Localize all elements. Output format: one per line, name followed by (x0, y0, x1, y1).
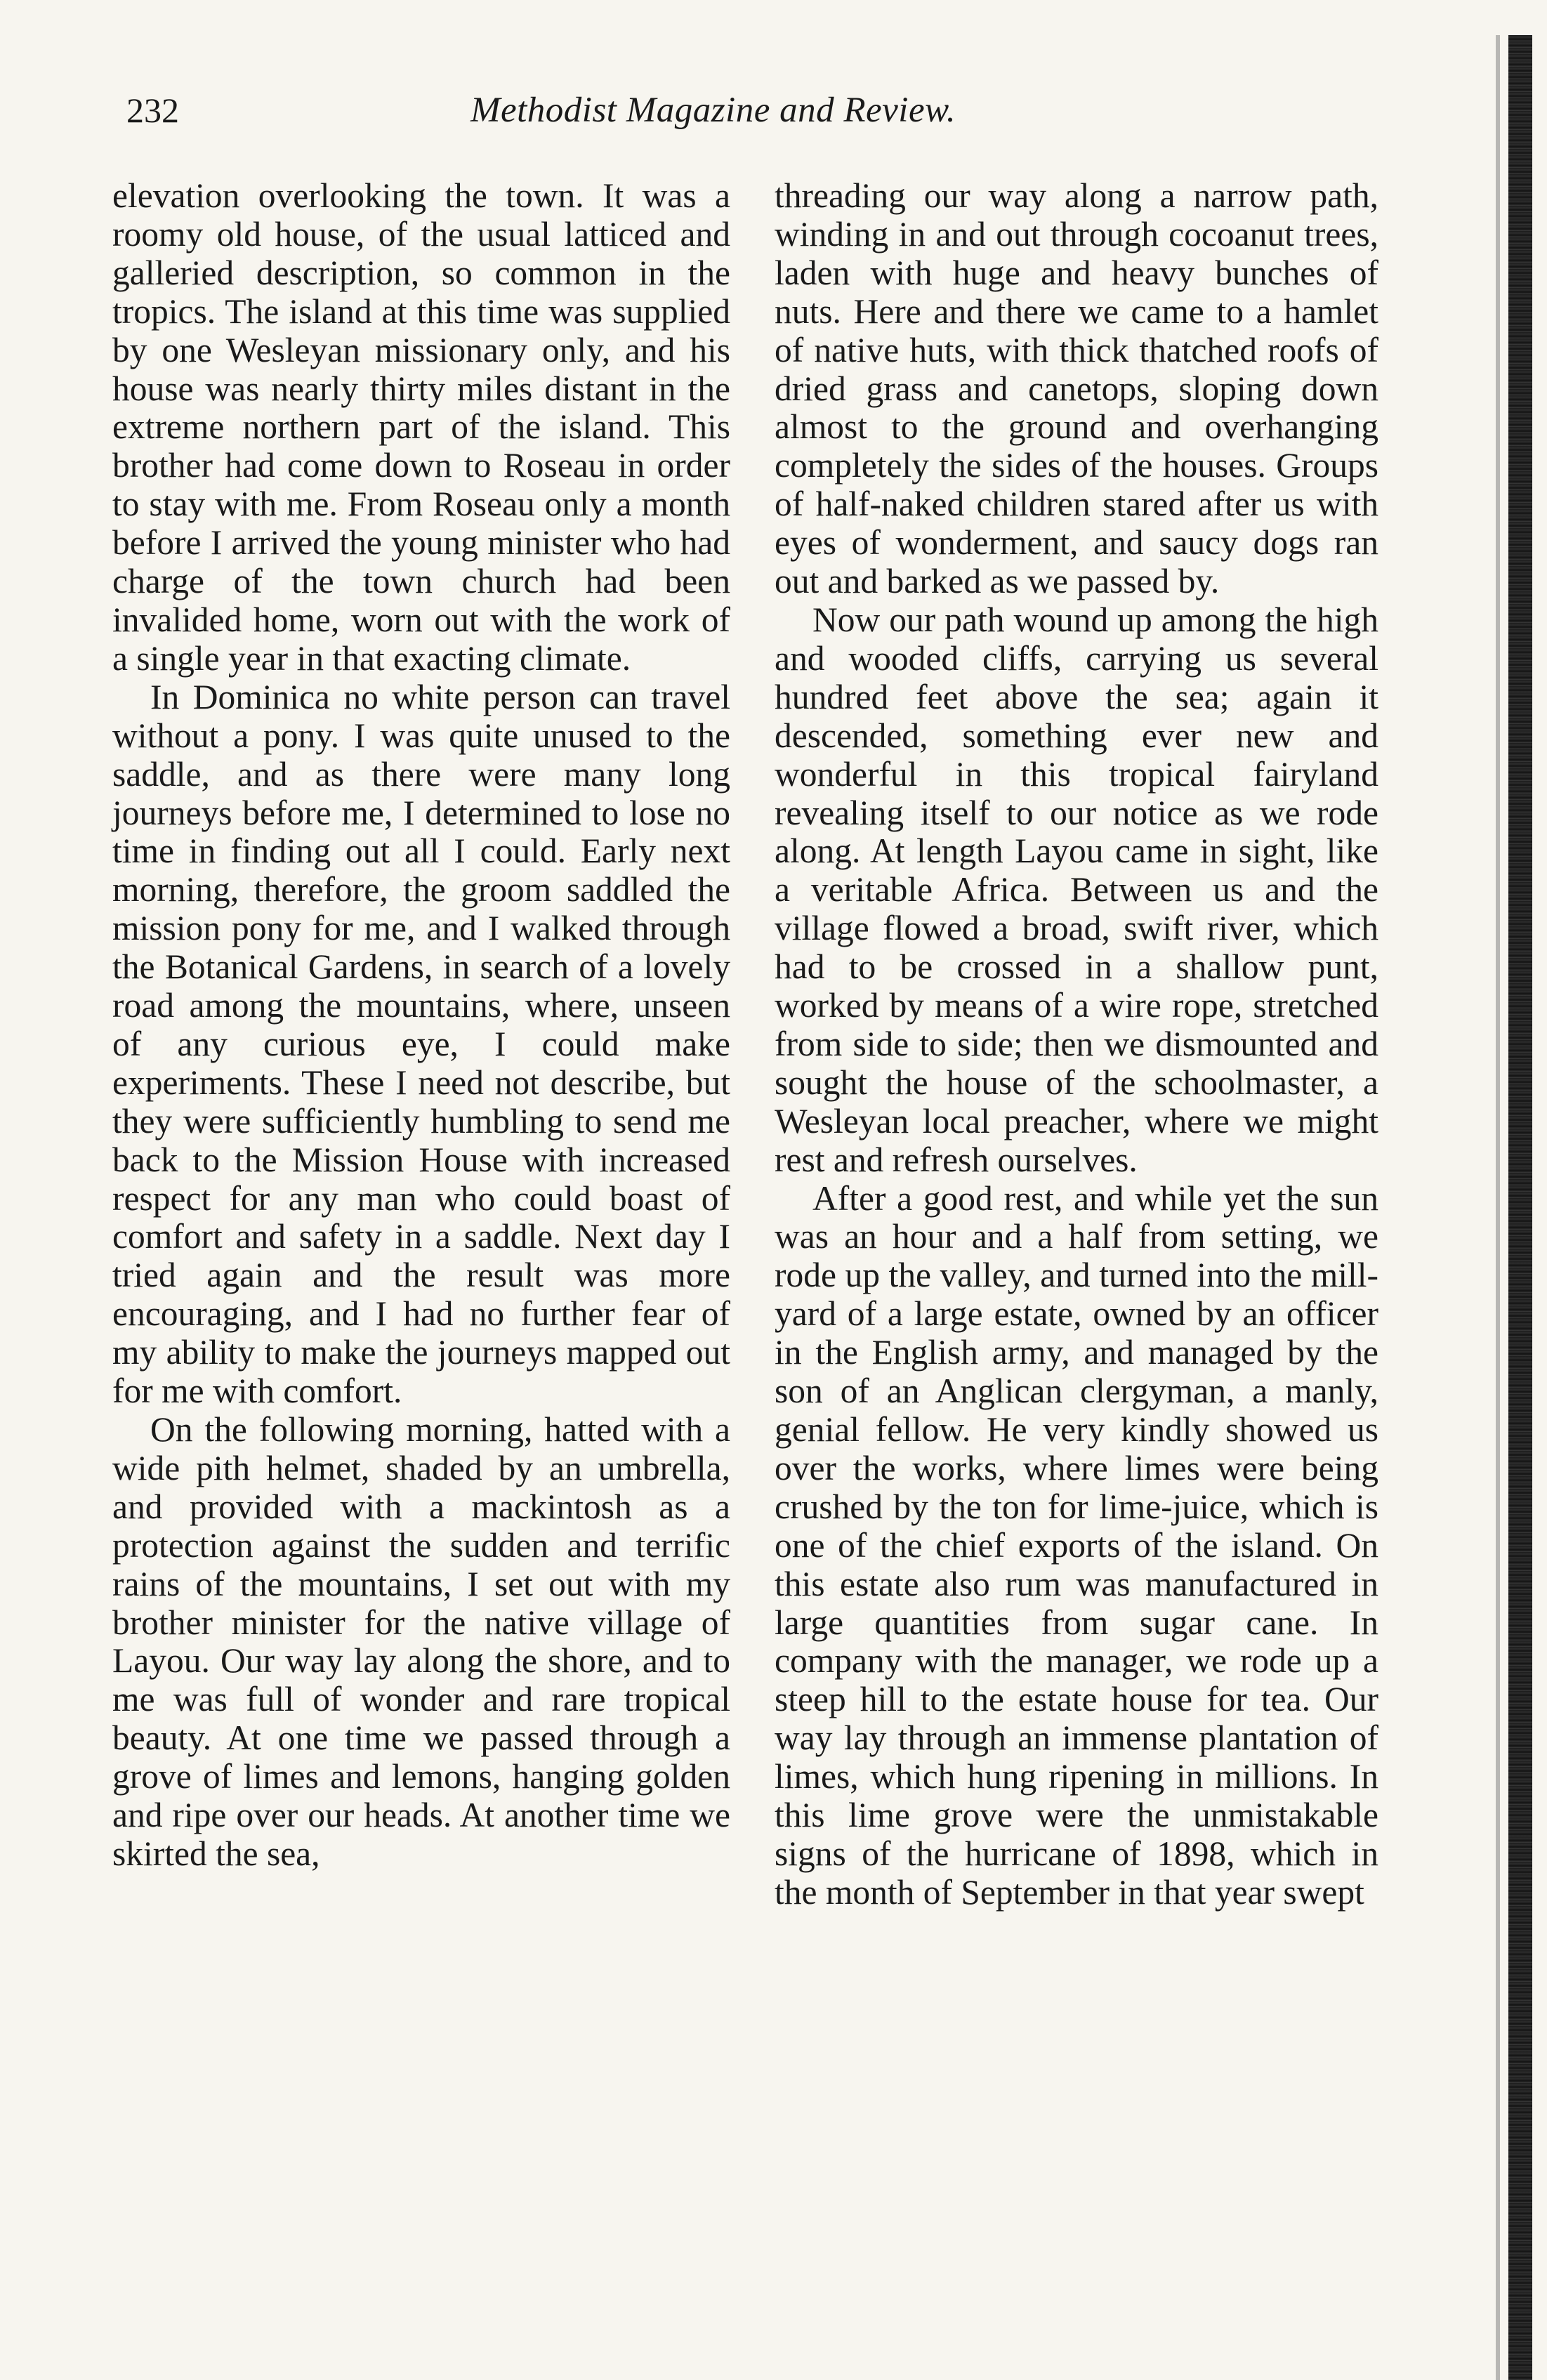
paragraph: elevation overlooking the town. It was a roomy old house, of the usual latticed and galleried description, so common in the tropics. The island at this time was supplied by one Wesleyan missionary only, and his house was nearly thirty miles distant in the extreme northern part of the island. This brother had come down to Roseau in order to stay with me. From Roseau only a month before I arrived the young minister who had charge of the town church had been invalided home, worn out with the work of a single year in that exacting climate. (112, 176, 730, 678)
scan-shadow (1496, 35, 1500, 2380)
paragraph: In Dominica no white person can travel without a pony. I was quite unused to the saddle, and as there were many long journeys before me, I determined to lose no time in finding out all I could. Early next morning, therefore, the groom saddled the mission pony for me, and I walked through the Botanical Gardens, in search of a lovely road among the mountains, where, unseen of any curious eye, I could make experiments. These I need not describe, but they were sufficiently humbling to send me back to the Mission House with increased respect for any man who could boast of comfort and safety in a saddle. Next day I tried again and the result was more encouraging, and I had no further fear of my ability to make the journeys mapped out for me with comfort. (112, 677, 730, 1411)
paragraph: On the following morning, hatted with a wide pith helmet, shaded by an umbrella, and provided with a mackintosh as a protection against the sudden and terrific rains of the mountains, I set out with my brother minister for the native village of Layou. Our way lay along the shore, and to me was full of wonder and rare tropical beauty. At one time we passed through a grove of limes and lemons, hanging golden and ripe over our heads. At another time we skirted the sea, (112, 1410, 730, 1873)
page-number: 232 (126, 91, 179, 130)
paragraph: Now our path wound up among the high and wooded cliffs, carrying us several hundred feet above the sea; again it descended, something ever new and wonderful in this tropical fairyland revealing itself to our notice as we rode along. At length Layou came in sight, like a veritable Africa. Between us and the village flowed a broad, swift river, which had to be crossed in a shallow punt, worked by means of a wire rope, stretched from side to side; then we dismounted and sought the house of the schoolmaster, a Wesleyan local preacher, where we might rest and refresh ourselves. (775, 600, 1378, 1179)
running-title: Methodist Magazine and Review. (470, 91, 956, 130)
binding-edge (1508, 35, 1532, 2380)
paragraph: threading our way along a narrow path, winding in and out through cocoanut trees, laden with huge and heavy bunches of nuts. Here and there we came to a hamlet of native huts, with thick thatched roofs of dried grass and canetops, sloping down almost to the ground and overhanging completely the sides of the houses. Groups of half-naked children stared after us with eyes of wonderment, and saucy dogs ran out and barked as we passed by. (775, 176, 1378, 601)
right-column (775, 177, 1378, 1912)
page-header (126, 90, 1390, 146)
paragraph: After a good rest, and while yet the sun was an hour and a half from setting, we rode up the valley, and turned into the mill-yard of a large estate, owned by an officer in the English army, and managed by the son of an Anglican clergyman, a manly, genial fellow. He very kindly showed us over the works, where limes were being crushed by the ton for lime-juice, which is one of the chief exports of the island. On this estate also rum was manufactured in large quantities from sugar cane. In company with the manager, we rode up a steep hill to the estate house for tea. Our way lay through an immense plantation of limes, which hung ripening in millions. In this lime grove were the unmistakable signs of the hurricane of 1898, which in the month of September in that year swept (775, 1178, 1378, 1912)
left-column (112, 177, 730, 1874)
